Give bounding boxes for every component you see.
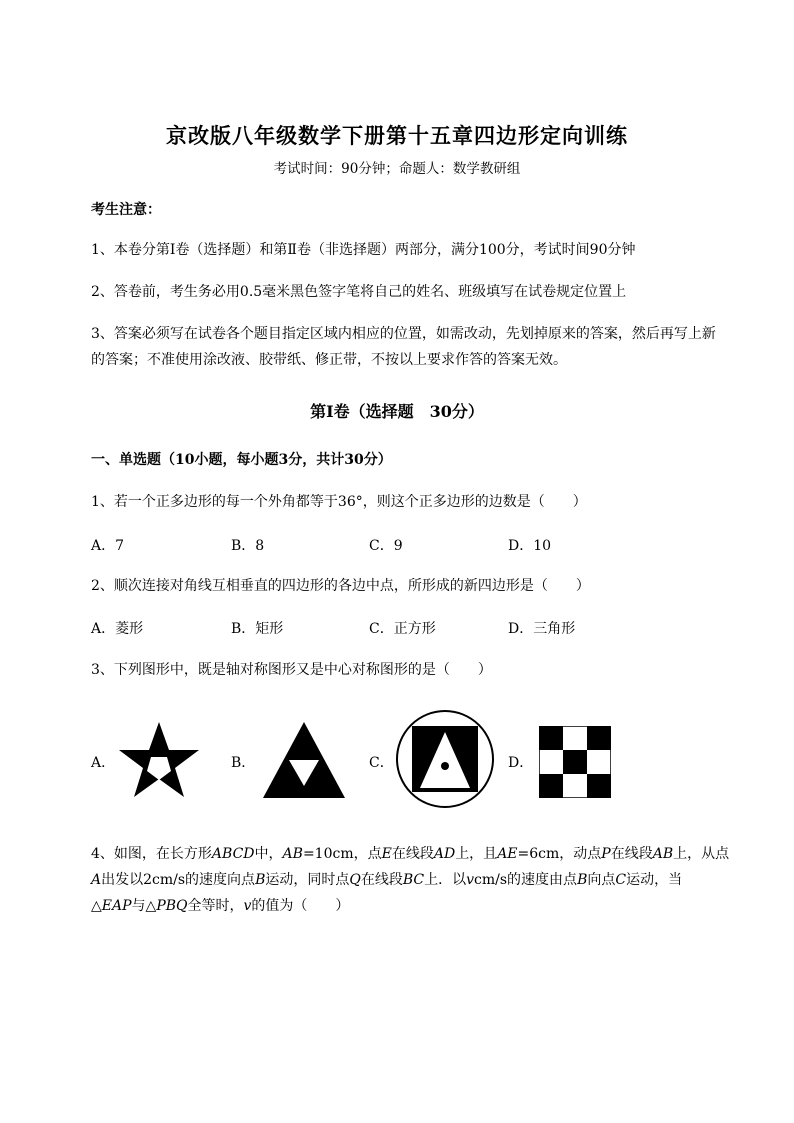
notice-heading: 考生注意： — [91, 202, 161, 218]
document-title: 京改版八年级数学下册第十五章四边形定向训练 — [166, 123, 628, 148]
document-subtitle: 考试时间：90分钟；命题人：数学教研组 — [273, 161, 521, 177]
notice-item-3-line-1: 3、答案必须写在试卷各个题目指定区域内相应的位置，如需改动，先划掉原来的答案，然后再写上新 — [91, 326, 716, 342]
q2-option-a: A．菱形 — [91, 621, 144, 637]
q1-option-c: C．9 — [369, 538, 403, 554]
question-1-stem: 1、若一个正多边形的每一个外角都等于36°，则这个正多边形的边数是（ ） — [91, 494, 587, 510]
q3-option-c: C． — [369, 755, 394, 771]
q1-option-b: B．8 — [231, 538, 265, 554]
q3-option-d: D． — [508, 755, 534, 771]
question-4-line-1: 4、如图，在长方形ABCD中，AB=10cm，点E在线段AD上，且AE=6cm，动点P在线段AB上，从点 — [91, 846, 730, 862]
part-heading: 一、单选题（10小题，每小题3分，共计30分） — [91, 452, 392, 468]
q3-figure-b-triangle-icon — [261, 720, 347, 800]
question-3-stem: 3、下列图形中，既是轴对称图形又是中心对称图形的是（ ） — [91, 662, 492, 678]
q3-option-a: A． — [91, 755, 116, 771]
question-2-stem: 2、顺次连接对角线互相垂直的四边形的各边中点，所形成的新四边形是（ ） — [91, 578, 590, 594]
q3-figure-d-checkerboard-icon — [539, 726, 611, 798]
q3-option-b: B． — [231, 755, 256, 771]
section-title: 第I卷（选择题 30分） — [310, 402, 484, 421]
notice-item-2: 2、答卷前，考生务必用0.5毫米黑色签字笔将自己的姓名、班级填写在试卷规定位置上 — [91, 284, 627, 300]
notice-item-3-line-2: 的答案；不准使用涂改液、胶带纸、修正带，不按以上要求作答的答案无效。 — [91, 352, 567, 368]
q2-option-b: B．矩形 — [231, 621, 284, 637]
q1-option-a: A．7 — [91, 538, 125, 554]
q2-option-d: D．三角形 — [508, 621, 576, 637]
question-4-line-2: A出发以2cm/s的速度向点B运动，同时点Q在线段BC上．以vcm/s的速度由点B向点C运动，当 — [91, 872, 683, 888]
q3-figure-a-star-icon — [117, 720, 201, 800]
notice-item-1: 1、本卷分第I卷（选择题）和第Ⅱ卷（非选择题）两部分，满分100分，考试时间90分钟 — [91, 242, 636, 258]
question-4-line-3: △EAP与△PBQ全等时，v的值为（ ） — [91, 898, 350, 914]
q1-option-d: D．10 — [508, 538, 552, 554]
q2-option-c: C．正方形 — [369, 621, 436, 637]
q3-figure-c-circle-square-icon — [394, 708, 496, 810]
